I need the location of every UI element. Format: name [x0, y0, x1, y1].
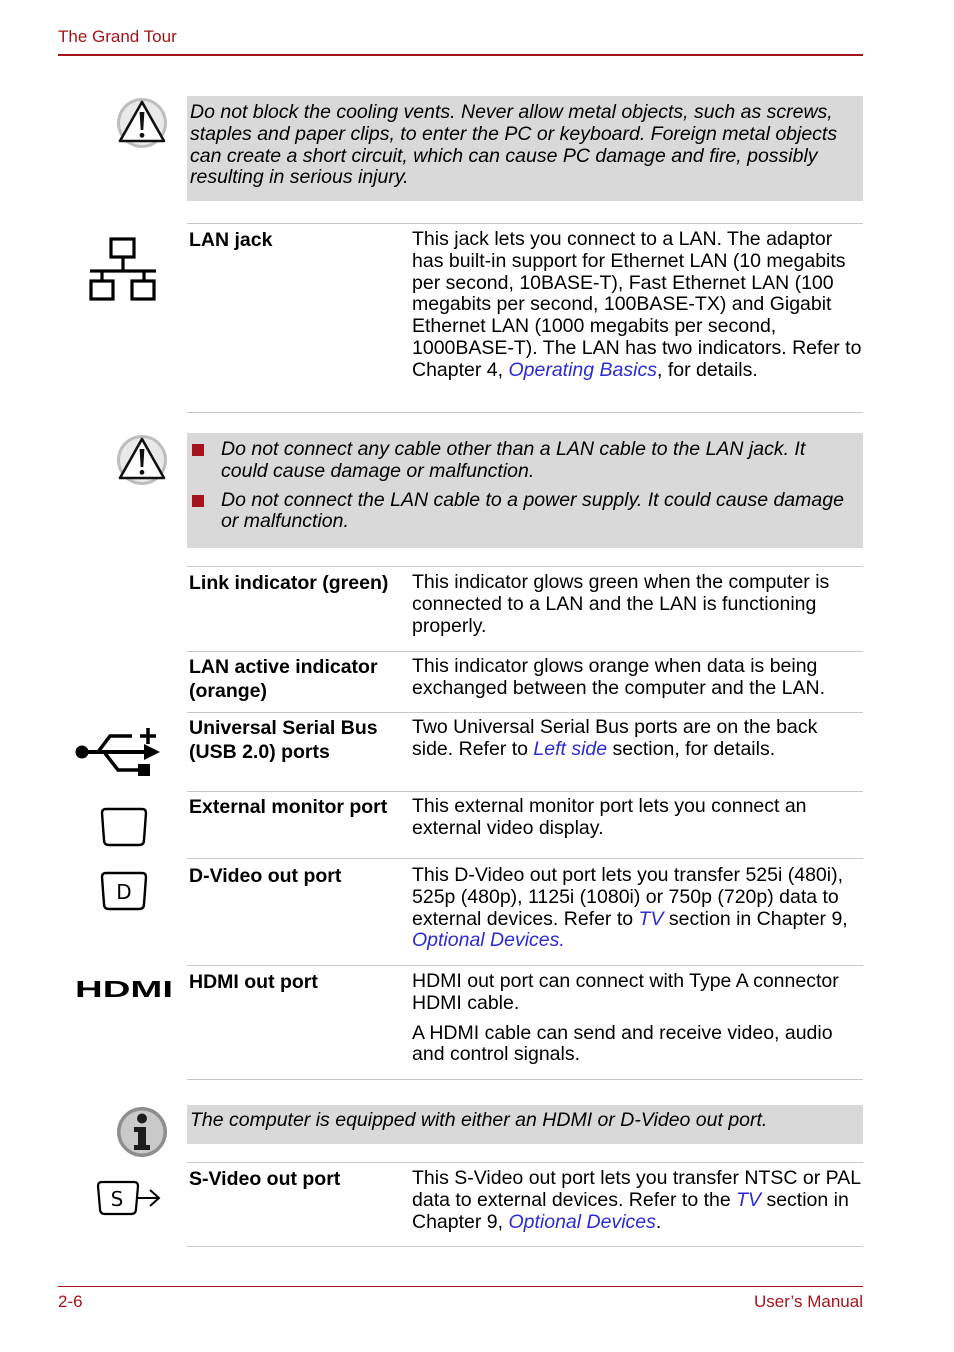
lan-warning-note — [187, 433, 863, 548]
info-note-text: The computer is equipped with either an HDMI or D-Video out port. — [190, 1109, 768, 1131]
lan-warning-item: Do not connect any cable other than a LAN cable to the LAN jack. It could cause damage or malfunction. — [187, 439, 855, 483]
hdmi-logo-icon — [74, 978, 174, 1000]
optional-devices-link[interactable]: Optional Devices — [412, 929, 560, 952]
external-monitor-description: This external monitor port lets you connect an external video display. — [412, 795, 807, 839]
hdmi-desc-line-1: HDMI out port can connect with Type A connector HDMI cable. — [412, 970, 839, 1014]
info-icon — [116, 1106, 168, 1158]
table-divider — [187, 412, 863, 413]
tv-link[interactable]: TV — [638, 907, 664, 930]
table-divider — [187, 1162, 863, 1163]
usb-label: Universal Serial Bus (USB 2.0) ports — [189, 717, 378, 763]
lan-jack-description: This jack lets you connect to a LAN. The adaptor has built-in support for Ethernet LAN (10 megabits per second, 10BASE-T), Fast Ethernet LAN (100 megabits per second, 100BASE-TX) and Gigabit Ethernet LAN (1000 megabits per second, 1000BASE-T). The LAN has two indicators. Refer to Chapter 4, Operating Basics, for details. — [412, 228, 862, 381]
table-divider — [187, 858, 863, 859]
usb-description: Two Universal Serial Bus ports are on the back side. Refer to Left side section, for details. — [412, 716, 818, 760]
hdmi-logo-text: HDMI — [75, 978, 173, 1000]
hdmi-label: HDMI out port — [189, 971, 318, 993]
s-video-port-icon — [96, 1180, 162, 1218]
external-monitor-label: External monitor port — [189, 796, 388, 818]
table-divider — [187, 1246, 863, 1247]
link-indicator-description: This indicator glows green when the computer is connected to a LAN and the LAN is functioning properly. — [412, 571, 830, 637]
table-divider — [187, 965, 863, 966]
tv-link[interactable]: TV — [736, 1188, 762, 1211]
s-video-icon-letter: S — [110, 1187, 124, 1211]
usb-icon — [74, 726, 164, 778]
monitor-port-icon — [100, 807, 148, 847]
d-video-port-icon — [100, 871, 148, 911]
cooling-warning-note — [187, 96, 863, 201]
table-divider — [187, 566, 863, 567]
bullet-square — [192, 444, 204, 456]
footer-rule — [58, 1286, 863, 1287]
page-number: 2-6 — [58, 1292, 83, 1311]
table-divider — [187, 1079, 863, 1080]
table-divider — [187, 791, 863, 792]
lan-active-description: This indicator glows orange when data is being exchanged between the computer and the LAN. — [412, 655, 826, 699]
left-side-link[interactable]: Left side — [533, 737, 608, 760]
manual-title: User’s Manual — [754, 1292, 863, 1311]
table-divider — [187, 223, 863, 224]
table-divider — [187, 712, 863, 713]
header-rule — [58, 54, 863, 56]
warning-icon — [116, 97, 168, 149]
lan-active-label: LAN active indicator (orange) — [189, 656, 378, 702]
table-divider — [187, 651, 863, 652]
lan-jack-label: LAN jack — [189, 229, 273, 251]
info-note — [187, 1105, 863, 1144]
lan-warning-item: Do not connect the LAN cable to a power supply. It could cause damage or malfunction. — [187, 490, 855, 534]
link-indicator-label: Link indicator (green) — [189, 572, 389, 594]
hdmi-description — [412, 971, 862, 1066]
hdmi-desc-line-2: A HDMI cable can send and receive video, audio and control signals. — [412, 1021, 833, 1066]
d-video-icon-letter: D — [116, 880, 132, 904]
optional-devices-link[interactable]: Optional Devices — [508, 1210, 656, 1233]
s-video-description: This S-Video out port lets you transfer NTSC or PAL data to external devices. Refer to the TV section in Chapter 9, Optional Devices. — [412, 1167, 861, 1233]
warning-icon — [116, 434, 168, 486]
d-video-description: This D-Video out port lets you transfer 525i (480i), 525p (480p), 1125i (1080i) or 750p (720p) data to external devices. Refer to TV section in Chapter 9, Optional Devices. — [412, 864, 848, 952]
operating-basics-link[interactable]: Operating Basics — [508, 358, 657, 381]
cooling-warning-text: Do not block the cooling vents. Never allow metal objects, such as screws, staples and paper clips, to enter the PC or keyboard. Foreign metal objects can create a short circuit, which can cause PC damage and fire, possibly resulting in serious injury. — [190, 101, 838, 189]
bullet-square — [192, 495, 204, 507]
d-video-label: D-Video out port — [189, 865, 342, 887]
header-title: The Grand Tour — [58, 27, 177, 46]
s-video-label: S-Video out port — [189, 1168, 341, 1190]
lan-icon — [88, 237, 158, 303]
